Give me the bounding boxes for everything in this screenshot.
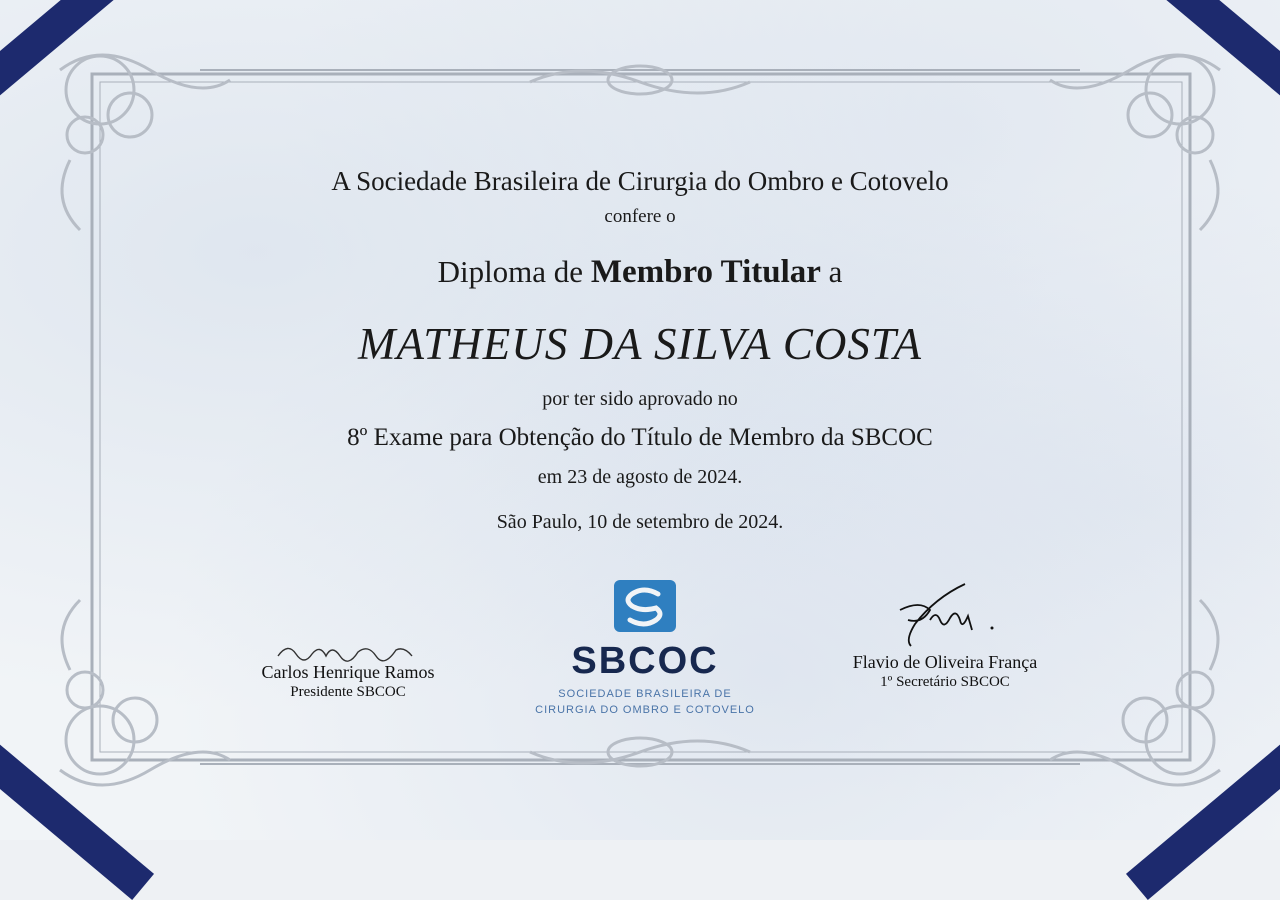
logo-wordmark: SBCOC — [571, 640, 719, 682]
approved-text: por ter sido aprovado no — [542, 388, 738, 410]
logo-subtitle-line2: CIRURGIA DO OMBRO E COTOVELO — [535, 704, 755, 716]
signature-block-secretary — [830, 580, 1060, 692]
signature-block-president — [238, 640, 458, 702]
organization-line: A Sociedade Brasileira de Cirurgia do Ombro e Cotovelo — [331, 166, 949, 196]
secretary-name: Flavio de Oliveira França — [852, 652, 1038, 672]
president-name: Carlos Henrique Ramos — [261, 662, 435, 682]
exam-text: 8º Exame para Obtenção do Título de Membro da SBCOC — [347, 424, 933, 451]
exam-date: em 23 de agosto de 2024. — [537, 466, 743, 488]
signature-president-scribble — [273, 640, 423, 662]
diploma-suffix: a — [820, 254, 843, 289]
sbcoc-emblem-icon — [614, 580, 676, 632]
recipient-name: MATHEUS DA SILVA COSTA — [357, 319, 923, 369]
diploma-prefix: Diploma de — [437, 254, 591, 289]
president-role: Presidente SBCOC — [290, 684, 406, 700]
corner-ornament-bottom-right — [1050, 600, 1220, 785]
place-and-date: São Paulo, 10 de setembro de 2024. — [496, 511, 784, 533]
diploma-title-line — [0, 254, 1280, 291]
corner-ornament-top-right — [1050, 55, 1220, 230]
diploma-title: Membro Titular — [590, 254, 821, 290]
corner-ornament-bottom-left — [60, 600, 230, 785]
corner-ornament-top-left — [60, 55, 230, 230]
sbcoc-logo — [535, 578, 755, 728]
secretary-role: 1º Secretário SBCOC — [880, 674, 1010, 690]
confers-text: confere o — [604, 206, 676, 227]
logo-subtitle-line1: SOCIEDADE BRASILEIRA DE — [558, 688, 732, 700]
signature-secretary-scribble — [870, 580, 1020, 652]
